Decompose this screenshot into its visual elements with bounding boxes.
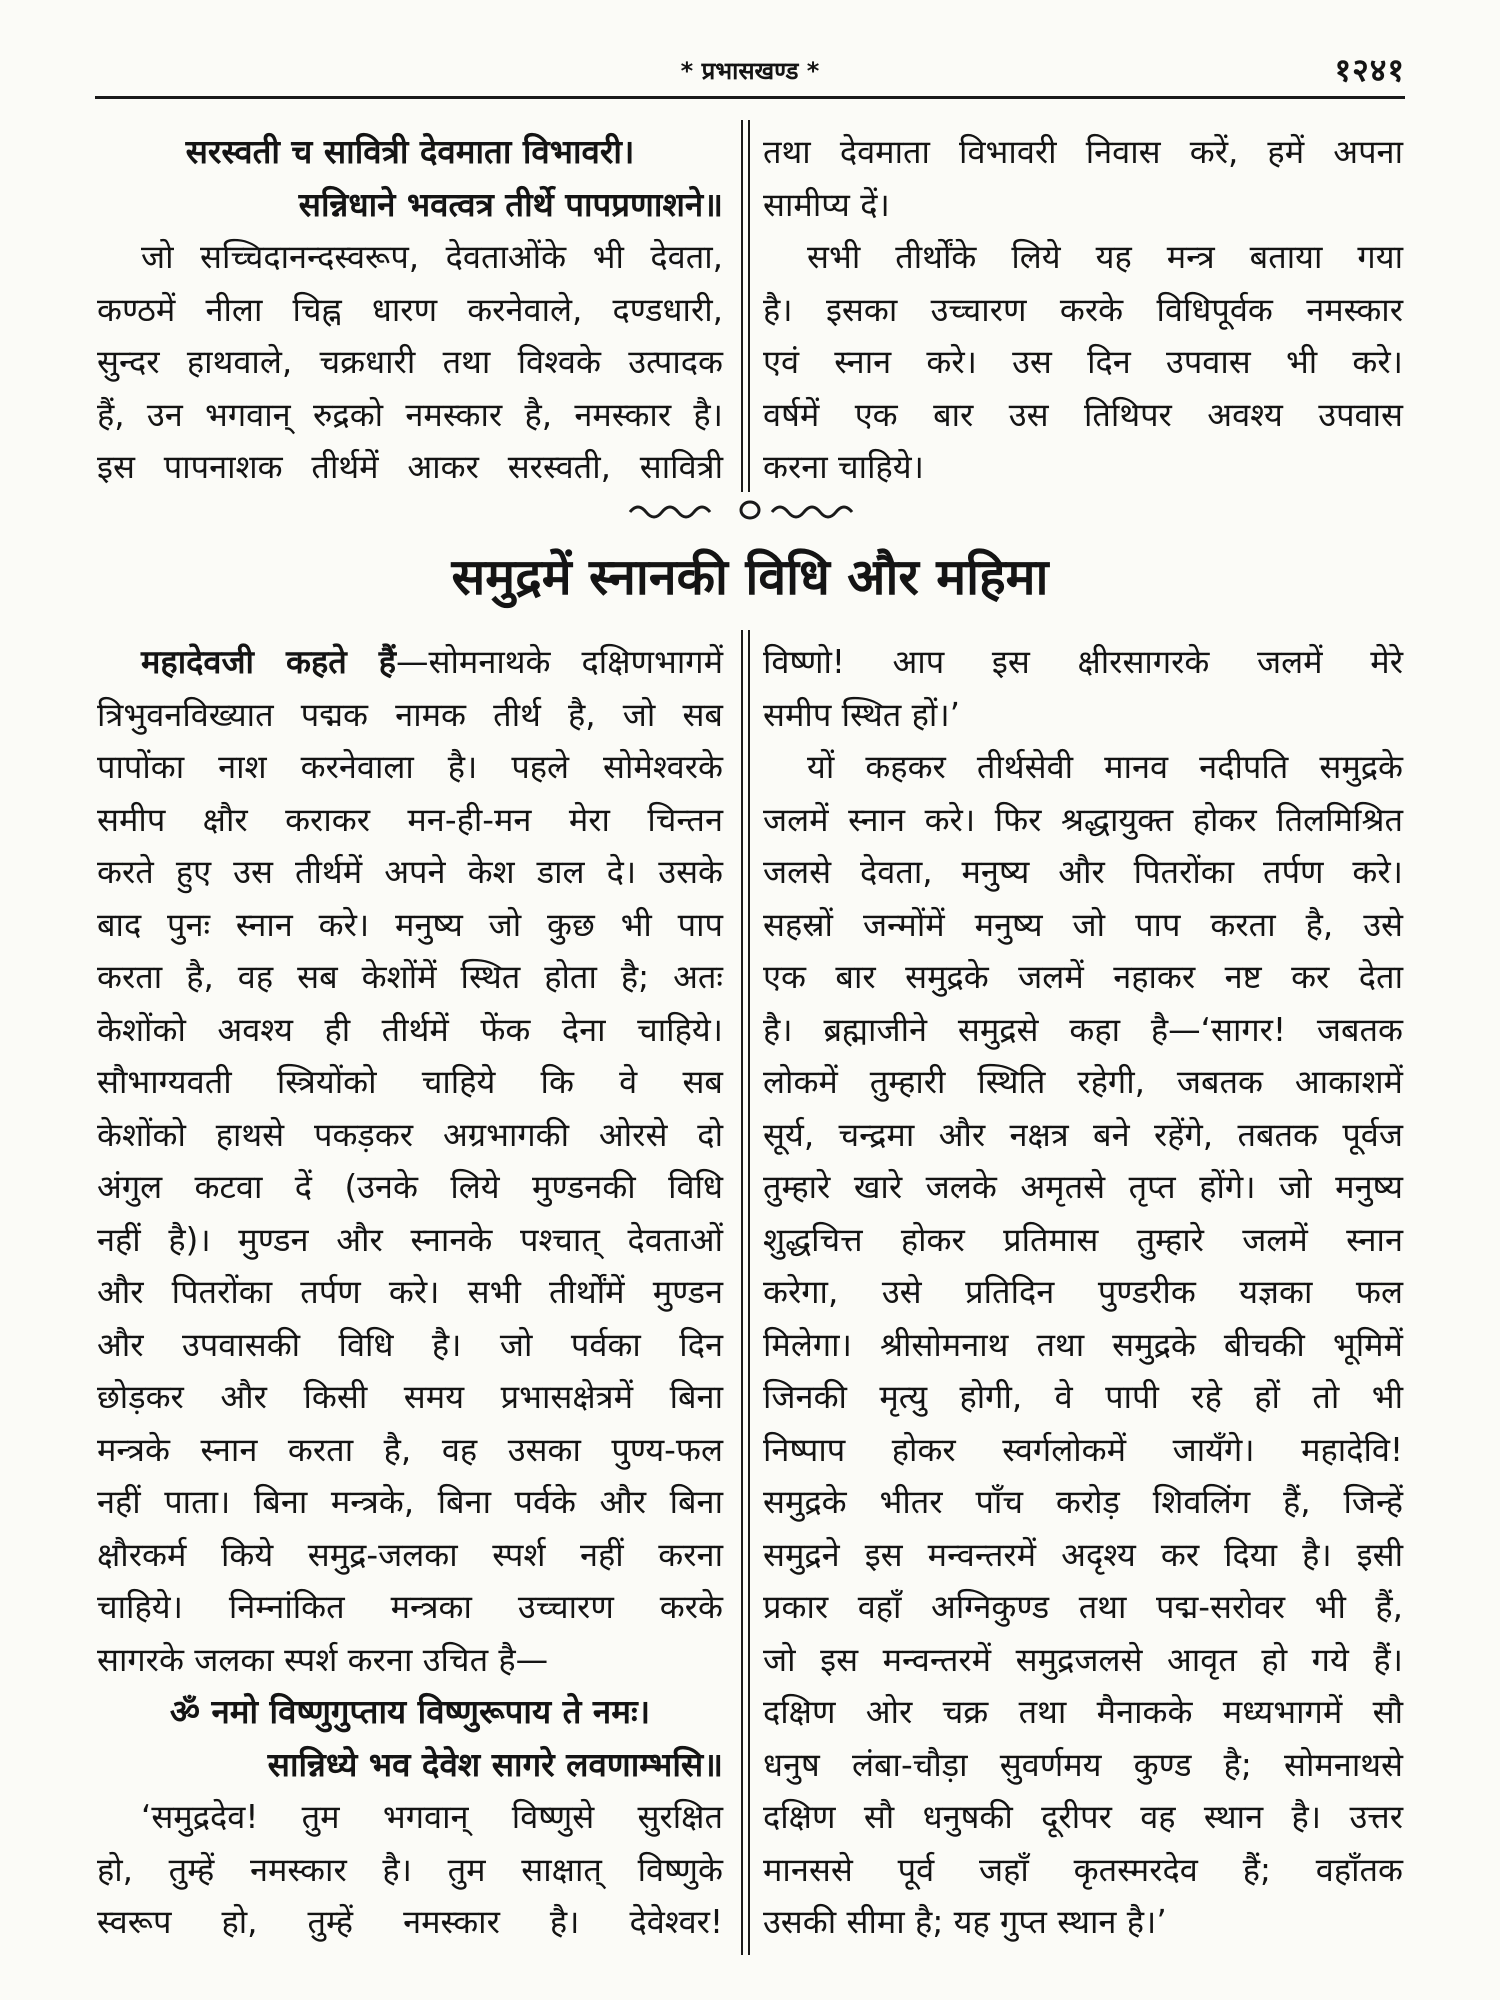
text-line: ‘समुद्रदेव! तुम भगवान् विष्णुसे सुरक्षित	[141, 1798, 723, 1836]
verse-line: सान्निध्ये भव देवेश सागरे लवणाम्भसि॥	[267, 1744, 723, 1784]
text-line: करते हुए उस तीर्थमें अपने केश डाल दे। उसके	[97, 853, 723, 891]
section-ornament	[620, 494, 880, 524]
verse-line: सरस्वती च सावित्री देवमाता विभावरी।	[185, 132, 635, 171]
text-line: जलमें स्नान करे। फिर श्रद्धायुक्त होकर तिलमिश्रित	[763, 800, 1403, 839]
text-line	[97, 636, 723, 689]
text-line: मिलेगा। श्रीसोमनाथ तथा समुद्रके बीचकी भूमिमें	[763, 1325, 1403, 1364]
text-line: सहस्रों जन्मोंमें मनुष्य जो पाप करता है, उसे	[763, 905, 1403, 944]
text-line: मन्त्रके स्नान करता है, वह उसका पुण्य-फल	[97, 1430, 723, 1469]
text-line: तथा देवमाता विभावरी निवास करें, हमें अपना	[763, 133, 1403, 171]
top-right-column	[763, 126, 1403, 494]
text-line: समीप क्षौर कराकर मन-ही-मन मेरा चिन्तन	[97, 800, 723, 839]
text-line: स्वरूप हो, तुम्हें नमस्कार है। देवेश्वर!	[97, 1903, 723, 1941]
text-line: कण्ठमें नीला चिह्न धारण करनेवाले, दण्डधारी,	[97, 290, 723, 329]
running-title: * प्रभासखण्ड *	[680, 57, 820, 85]
text-line: बाद पुनः स्नान करे। मनुष्य जो कुछ भी पाप	[97, 905, 723, 944]
text-line: लोकमें तुम्हारी स्थिति रहेगी, जबतक आकाशमें	[763, 1063, 1403, 1101]
main-left-column	[97, 636, 723, 1949]
text-line: जलसे देवता, मनुष्य और पितरोंका तर्पण करे।	[763, 853, 1403, 891]
text-line: केशोंको अवश्य ही तीर्थमें फेंक देना चाहिये।	[97, 1010, 723, 1049]
text-line: और पितरोंका तर्पण करे। सभी तीर्थोंमें मुण्डन	[97, 1273, 723, 1311]
text-line: धनुष लंबा-चौड़ा सुवर्णमय कुण्ड है; सोमनाथसे	[763, 1745, 1403, 1784]
text-line: त्रिभुवनविख्यात पद्मक नामक तीर्थ है, जो सब	[97, 695, 723, 734]
text-line: क्षौरकर्म किये समुद्र-जलका स्पर्श नहीं करना	[97, 1535, 723, 1574]
text-line: केशोंको हाथसे पकड़कर अग्रभागकी ओरसे दो	[97, 1115, 723, 1154]
text-line: सभी तीर्थोंके लिये यह मन्त्र बताया गया	[807, 238, 1403, 276]
text-line: पापोंका नाश करनेवाला है। पहले सोमेश्वरके	[97, 748, 723, 786]
page-header	[95, 40, 1405, 99]
text-line: वर्षमें एक बार उस तिथिपर अवश्य उपवास	[763, 395, 1403, 434]
text-line: यों कहकर तीर्थसेवी मानव नदीपति समुद्रके	[807, 748, 1403, 786]
text-line: सौभाग्यवती स्त्रियोंको चाहिये कि वे सब	[97, 1063, 723, 1101]
text-line: सामीप्य दें।	[763, 185, 890, 224]
text-line: प्रकार वहाँ अग्निकुण्ड तथा पद्म-सरोवर भी हैं,	[763, 1588, 1403, 1626]
text-line: समुद्रके भीतर पाँच करोड़ शिवलिंग हैं, जिन्हें	[763, 1483, 1403, 1521]
text-line: नहीं पाता। बिना मन्त्रके, बिना पर्वके और बिना	[97, 1483, 723, 1521]
text-line: इस पापनाशक तीर्थमें आकर सरस्वती, सावित्री	[97, 448, 723, 486]
text-line: एवं स्नान करे। उस दिन उपवास भी करे।	[763, 343, 1403, 381]
text-line: हैं, उन भगवान् रुद्रको नमस्कार है, नमस्कार है।	[97, 395, 723, 434]
text-line: तुम्हारे खारे जलके अमृतसे तृप्त होंगे। जो मनुष्य	[763, 1168, 1403, 1206]
main-right-column	[763, 636, 1403, 1949]
text-line: नहीं है)। मुण्डन और स्नानके पश्चात् देवताओं	[97, 1220, 723, 1259]
speaker-lead: महादेवजी कहते हैं	[141, 643, 396, 681]
text-line: मानससे पूर्व जहाँ कृतस्मरदेव हैं; वहाँतक	[763, 1850, 1403, 1889]
text-line: समुद्रने इस मन्वन्तरमें अदृश्य कर दिया है। इसी	[763, 1535, 1403, 1574]
text-line: करेगा, उसे प्रतिदिन पुण्डरीक यज्ञका फल	[763, 1273, 1403, 1311]
text-line: छोड़कर और किसी समय प्रभासक्षेत्रमें बिना	[97, 1378, 723, 1416]
text-line: सूर्य, चन्द्रमा और नक्षत्र बने रहेंगे, तबतक पूर्वज	[763, 1115, 1403, 1154]
text-line: जिनकी मृत्यु होगी, वे पापी रहे हों तो भी	[763, 1378, 1403, 1416]
text-line: जो सच्चिदानन्दस्वरूप, देवताओंके भी देवता,	[141, 238, 723, 276]
text-line: निष्पाप होकर स्वर्गलोकमें जायँगे। महादेवि!	[763, 1430, 1403, 1469]
text-line: जो इस मन्वन्तरमें समुद्रजलसे आवृत हो गये हैं।	[763, 1640, 1403, 1679]
text-line: दक्षिण सौ धनुषकी दूरीपर वह स्थान है। उत्तर	[763, 1798, 1403, 1836]
text-line: हो, तुम्हें नमस्कार है। तुम साक्षात् विष्णुके	[97, 1850, 723, 1889]
top-left-column	[97, 126, 723, 494]
text-line: करता है, वह सब केशोंमें स्थित होता है; अतः	[97, 958, 723, 996]
text-line: है। ब्रह्माजीने समुद्रसे कहा है—‘सागर! जबतक	[763, 1010, 1403, 1049]
text-line: चाहिये। निम्नांकित मन्त्रका उच्चारण करके	[97, 1588, 723, 1626]
text-line: और उपवासकी विधि है। जो पर्वका दिन	[97, 1325, 723, 1364]
section-heading: समुद्रमें स्नानकी विधि और महिमा	[451, 548, 1049, 606]
text-line: विष्णो! आप इस क्षीरसागरके जलमें मेरे	[763, 643, 1403, 681]
verse-line: सन्निधाने भवत्वत्र तीर्थे पापप्रणाशने॥	[298, 184, 723, 224]
text-line: अंगुल कटवा दें (उनके लिये मुण्डनकी विधि	[97, 1168, 723, 1206]
text-line: एक बार समुद्रके जलमें नहाकर नष्ट कर देता	[763, 958, 1403, 996]
text-line: समीप स्थित हों।’	[763, 695, 960, 734]
text-line: शुद्धचित्त होकर प्रतिमास तुम्हारे जलमें स्नान	[763, 1220, 1403, 1259]
page-number: १२४१	[1334, 51, 1405, 89]
text-fragment: —सोमनाथके दक्षिणभागमें	[396, 643, 724, 681]
text-line: उसकी सीमा है; यह गुप्त स्थान है।’	[763, 1903, 1167, 1941]
verse-line: ॐ नमो विष्णुगुप्ताय विष्णुरूपाय ते नमः।	[169, 1692, 651, 1731]
text-line: सागरके जलका स्पर्श करना उचित है—	[97, 1640, 549, 1679]
text-line: सुन्दर हाथवाले, चक्रधारी तथा विश्वके उत्पादक	[97, 343, 723, 381]
text-line: है। इसका उच्चारण करके विधिपूर्वक नमस्कार	[763, 290, 1403, 329]
text-line: दक्षिण ओर चक्र तथा मैनाकके मध्यभागमें सौ	[763, 1693, 1403, 1731]
text-line: करना चाहिये।	[763, 448, 924, 486]
